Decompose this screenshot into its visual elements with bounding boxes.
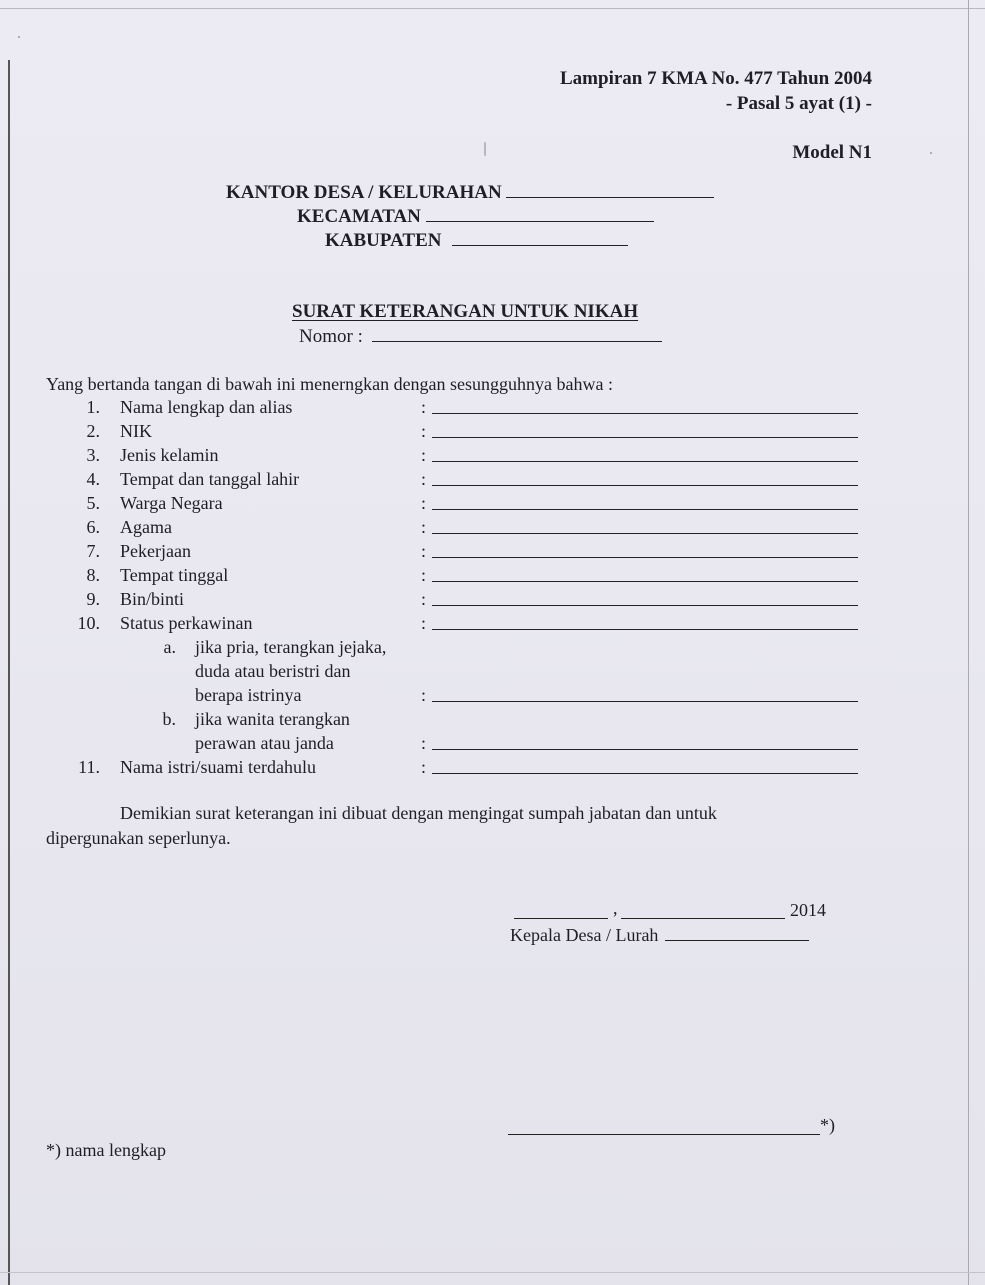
field-colon: :: [421, 397, 427, 417]
field-number: 7.: [86, 541, 100, 561]
kabupaten-blank: [452, 245, 628, 246]
field-colon: :: [421, 757, 427, 777]
nomor-blank: [372, 341, 662, 342]
field-colon: :: [421, 733, 427, 753]
field-number: 3.: [86, 445, 100, 465]
field-colon: :: [421, 541, 427, 561]
field-number: 8.: [86, 565, 100, 585]
subfield-letter: b.: [162, 709, 176, 729]
field-label: Agama: [120, 517, 172, 537]
field-label: Tempat dan tanggal lahir: [120, 469, 300, 489]
signature-place-blank: [514, 918, 608, 919]
desa-kelurahan-line: [226, 182, 714, 204]
field-row: [0, 517, 985, 541]
field-label: Jenis kelamin: [120, 445, 219, 465]
field-label: Status perkawinan: [120, 613, 253, 633]
field-colon: :: [421, 421, 427, 441]
field-blank: [432, 461, 858, 462]
field-number: 11.: [78, 757, 100, 777]
field-colon: :: [421, 493, 427, 513]
field-blank: [432, 437, 858, 438]
field-colon: :: [421, 685, 427, 705]
subfield-a-row-2: [0, 661, 985, 685]
field-label: Warga Negara: [120, 493, 223, 513]
field-row: [0, 757, 985, 781]
subfield-a-row-3: [0, 685, 985, 709]
field-colon: :: [421, 589, 427, 609]
field-label: Nama istri/suami terdahulu: [120, 757, 316, 777]
subfield-b-row-1: [0, 709, 985, 733]
field-colon: :: [421, 469, 427, 489]
lampiran-reference: Lampiran 7 KMA No. 477 Tahun 2004: [560, 68, 872, 89]
field-number: 9.: [86, 589, 100, 609]
field-label: NIK: [120, 421, 152, 441]
field-number: 4.: [86, 469, 100, 489]
document-title: SURAT KETERANGAN UNTUK NIKAH: [292, 301, 639, 322]
field-row: [0, 589, 985, 613]
field-row: [0, 445, 985, 469]
subfield-text: berapa istrinya: [195, 685, 302, 705]
field-blank: [432, 749, 858, 750]
field-row: [0, 565, 985, 589]
closing-line-1: Demikian surat keterangan ini dibuat dengan mengingat sumpah jabatan dan untuk: [120, 803, 717, 823]
field-row: [0, 397, 985, 421]
kecamatan-label: KECAMATAN: [297, 206, 421, 227]
field-number: 6.: [86, 517, 100, 537]
field-row: [0, 493, 985, 517]
field-blank: [432, 605, 858, 606]
field-label: Nama lengkap dan alias: [120, 397, 293, 417]
full-name-signature-blank: [508, 1134, 820, 1135]
subfield-text: jika wanita terangkan: [195, 709, 350, 729]
field-row: [0, 421, 985, 445]
subfield-letter: a.: [163, 637, 176, 657]
model-code: Model N1: [792, 142, 872, 163]
field-blank: [432, 629, 858, 630]
field-blank: [432, 773, 858, 774]
nomor-line: [299, 326, 662, 348]
field-label: Tempat tinggal: [120, 565, 229, 585]
intro-statement: Yang bertanda tangan di bawah ini menerngkan dengan sesungguhnya bahwa :: [46, 374, 614, 394]
field-row: [0, 541, 985, 565]
field-blank: [432, 581, 858, 582]
field-number: 5.: [86, 493, 100, 513]
nomor-label: Nomor :: [299, 326, 363, 347]
field-blank: [432, 701, 858, 702]
subfield-text: duda atau beristri dan: [195, 661, 351, 681]
scan-speck: [18, 36, 20, 38]
field-blank: [432, 533, 858, 534]
field-row: [0, 613, 985, 637]
field-number: 10.: [77, 613, 100, 633]
signature-asterisk: *): [820, 1115, 835, 1135]
signature-comma: ,: [613, 898, 618, 918]
field-blank: [432, 509, 858, 510]
kabupaten-label: KABUPATEN: [325, 230, 442, 251]
field-colon: :: [421, 613, 427, 633]
subfield-text: perawan atau janda: [195, 733, 334, 753]
field-number: 1.: [86, 397, 100, 417]
kecamatan-blank: [426, 221, 654, 222]
pasal-reference: - Pasal 5 ayat (1) -: [725, 93, 872, 114]
subfield-a-row-1: [0, 637, 985, 661]
field-label: Pekerjaan: [120, 541, 191, 561]
field-colon: :: [421, 517, 427, 537]
kabupaten-line: [325, 230, 628, 252]
kecamatan-line: [297, 206, 654, 228]
scan-speck: [930, 152, 932, 154]
field-blank: [432, 413, 858, 414]
field-row: [0, 469, 985, 493]
signature-year: 2014: [790, 900, 826, 920]
field-label: Bin/binti: [120, 589, 185, 609]
official-title-line: [510, 925, 809, 946]
scan-speck: [484, 142, 486, 156]
field-colon: :: [421, 445, 427, 465]
official-name-blank: [665, 940, 809, 941]
desa-kelurahan-label: KANTOR DESA / KELURAHAN: [226, 182, 502, 203]
scan-edge-top: [0, 8, 985, 9]
subfield-b-row-2: [0, 733, 985, 757]
field-blank: [432, 485, 858, 486]
subfield-text: jika pria, terangkan jejaka,: [195, 637, 387, 657]
signature-date-blank: [621, 918, 785, 919]
field-blank: [432, 557, 858, 558]
scan-edge-bottom: [0, 1272, 985, 1273]
closing-line-2: dipergunakan seperlunya.: [46, 828, 231, 848]
footnote: *) nama lengkap: [46, 1140, 166, 1160]
field-number: 2.: [86, 421, 100, 441]
field-colon: :: [421, 565, 427, 585]
official-title-label: Kepala Desa / Lurah: [510, 925, 659, 945]
desa-kelurahan-blank: [506, 197, 714, 198]
